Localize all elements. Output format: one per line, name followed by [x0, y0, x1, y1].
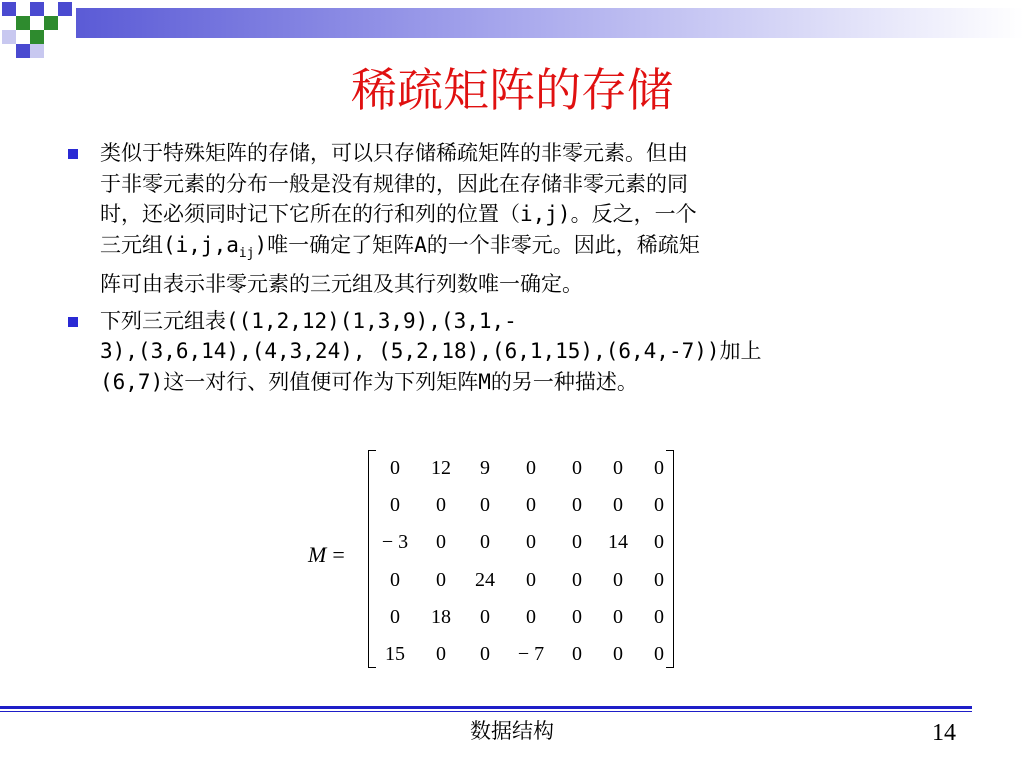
- matrix-cell: 0: [526, 531, 536, 554]
- bullet-2-line-2: 3),(3,6,14),(4,3,24), (5,2,18),(6,1,15),(6,4,-7))加上: [100, 339, 762, 364]
- matrix-cell: 0: [613, 494, 623, 517]
- matrix-cell: 0: [572, 531, 582, 554]
- matrix-cell: 0: [480, 605, 490, 628]
- bullet-1-line-4: [100, 230, 908, 270]
- matrix-cell: 0: [613, 605, 623, 628]
- right-bracket: [666, 450, 674, 668]
- matrix-cell: 0: [436, 643, 446, 666]
- matrix-m: [308, 448, 688, 670]
- bullet-1-line-2: 于非零元素的分布一般是没有规律的，因此在存储非零元素的同: [100, 171, 688, 196]
- slide-title: 稀疏矩阵的存储: [351, 63, 673, 117]
- matrix-cell: 0: [654, 494, 664, 517]
- line-4-prefix: 三元组(i,j,a: [100, 232, 239, 257]
- matrix-cell: 18: [431, 605, 451, 628]
- header-gradient-band: [76, 8, 1024, 38]
- matrix-cell: 0: [654, 568, 664, 591]
- matrix-row: [372, 562, 680, 599]
- matrix-cell: 0: [572, 494, 582, 517]
- matrix-cell: 9: [480, 457, 490, 480]
- matrix-cell: 0: [526, 568, 536, 591]
- page-number: 14: [932, 720, 956, 746]
- matrix-row: [372, 599, 680, 636]
- matrix-cell: 0: [436, 531, 446, 554]
- matrix-row: [372, 524, 680, 561]
- matrix-cell: 0: [390, 605, 400, 628]
- matrix-cell: 0: [480, 531, 490, 554]
- footer-text: 数据结构: [470, 719, 554, 743]
- matrix-cell: 0: [572, 568, 582, 591]
- bullet-item-2: [68, 306, 908, 398]
- matrix-cell: 0: [654, 531, 664, 554]
- matrix-label: M =: [308, 542, 345, 567]
- matrix-cell: 14: [608, 531, 628, 554]
- matrix-cell: 12: [431, 457, 451, 480]
- bullet-1-line-1: 类似于特殊矩阵的存储，可以只存储稀疏矩阵的非零元素。但由: [100, 141, 688, 165]
- matrix-cell: 0: [390, 494, 400, 517]
- matrix-cell: 0: [480, 494, 490, 517]
- matrix-row: [372, 636, 680, 673]
- matrix-cell: 0: [526, 605, 536, 628]
- matrix-cell: 0: [390, 457, 400, 480]
- matrix-cell: 0: [572, 643, 582, 666]
- matrix-cell: − 3: [381, 531, 409, 554]
- matrix-cell: 0: [654, 643, 664, 666]
- matrix-cell: 0: [480, 643, 490, 666]
- equals-sign: =: [332, 542, 345, 567]
- bullet-1-line-3: 时，还必须同时记下它所在的行和列的位置（i,j)。反之，一个: [100, 202, 697, 226]
- footer-rule: [0, 706, 972, 709]
- matrix-cell: 0: [526, 457, 536, 480]
- matrix-cell: 0: [613, 568, 623, 591]
- footer-rule-thin: [0, 711, 972, 712]
- matrix-cell: 0: [436, 494, 446, 517]
- matrix-row: [372, 487, 680, 524]
- line-4-suffix: )唯一确定了矩阵A的一个非零元。因此，稀疏矩: [254, 232, 700, 257]
- matrix-cell: 0: [654, 605, 664, 628]
- matrix-table: [372, 450, 680, 673]
- matrix-cell: 24: [475, 568, 495, 591]
- bullet-list: [68, 138, 908, 403]
- matrix-cell: 0: [654, 457, 664, 480]
- matrix-row: [372, 450, 680, 487]
- bullet-1-line-5: 阵可由表示非零元素的三元组及其行列数唯一确定。: [100, 272, 583, 297]
- subscript-ij: ij: [238, 245, 255, 261]
- square-bullet-icon: [68, 317, 78, 327]
- matrix-cell: 0: [390, 568, 400, 591]
- matrix-cell: 0: [572, 457, 582, 480]
- matrix-cell: − 7: [517, 643, 545, 666]
- bullet-2-line-3: (6,7)这一对行、列值便可作为下列矩阵M的另一种描述。: [100, 369, 638, 394]
- bullet-item-1: [68, 138, 908, 300]
- matrix-cell: 0: [526, 494, 536, 517]
- matrix-cell: 15: [385, 643, 405, 666]
- matrix-cell: 0: [572, 605, 582, 628]
- bullet-2-line-1: 下列三元组表((1,2,12)(1,3,9),(3,1,-: [100, 308, 517, 333]
- matrix-cell: 0: [613, 457, 623, 480]
- matrix-cell: 0: [613, 643, 623, 666]
- matrix-cell: 0: [436, 568, 446, 591]
- square-bullet-icon: [68, 149, 78, 159]
